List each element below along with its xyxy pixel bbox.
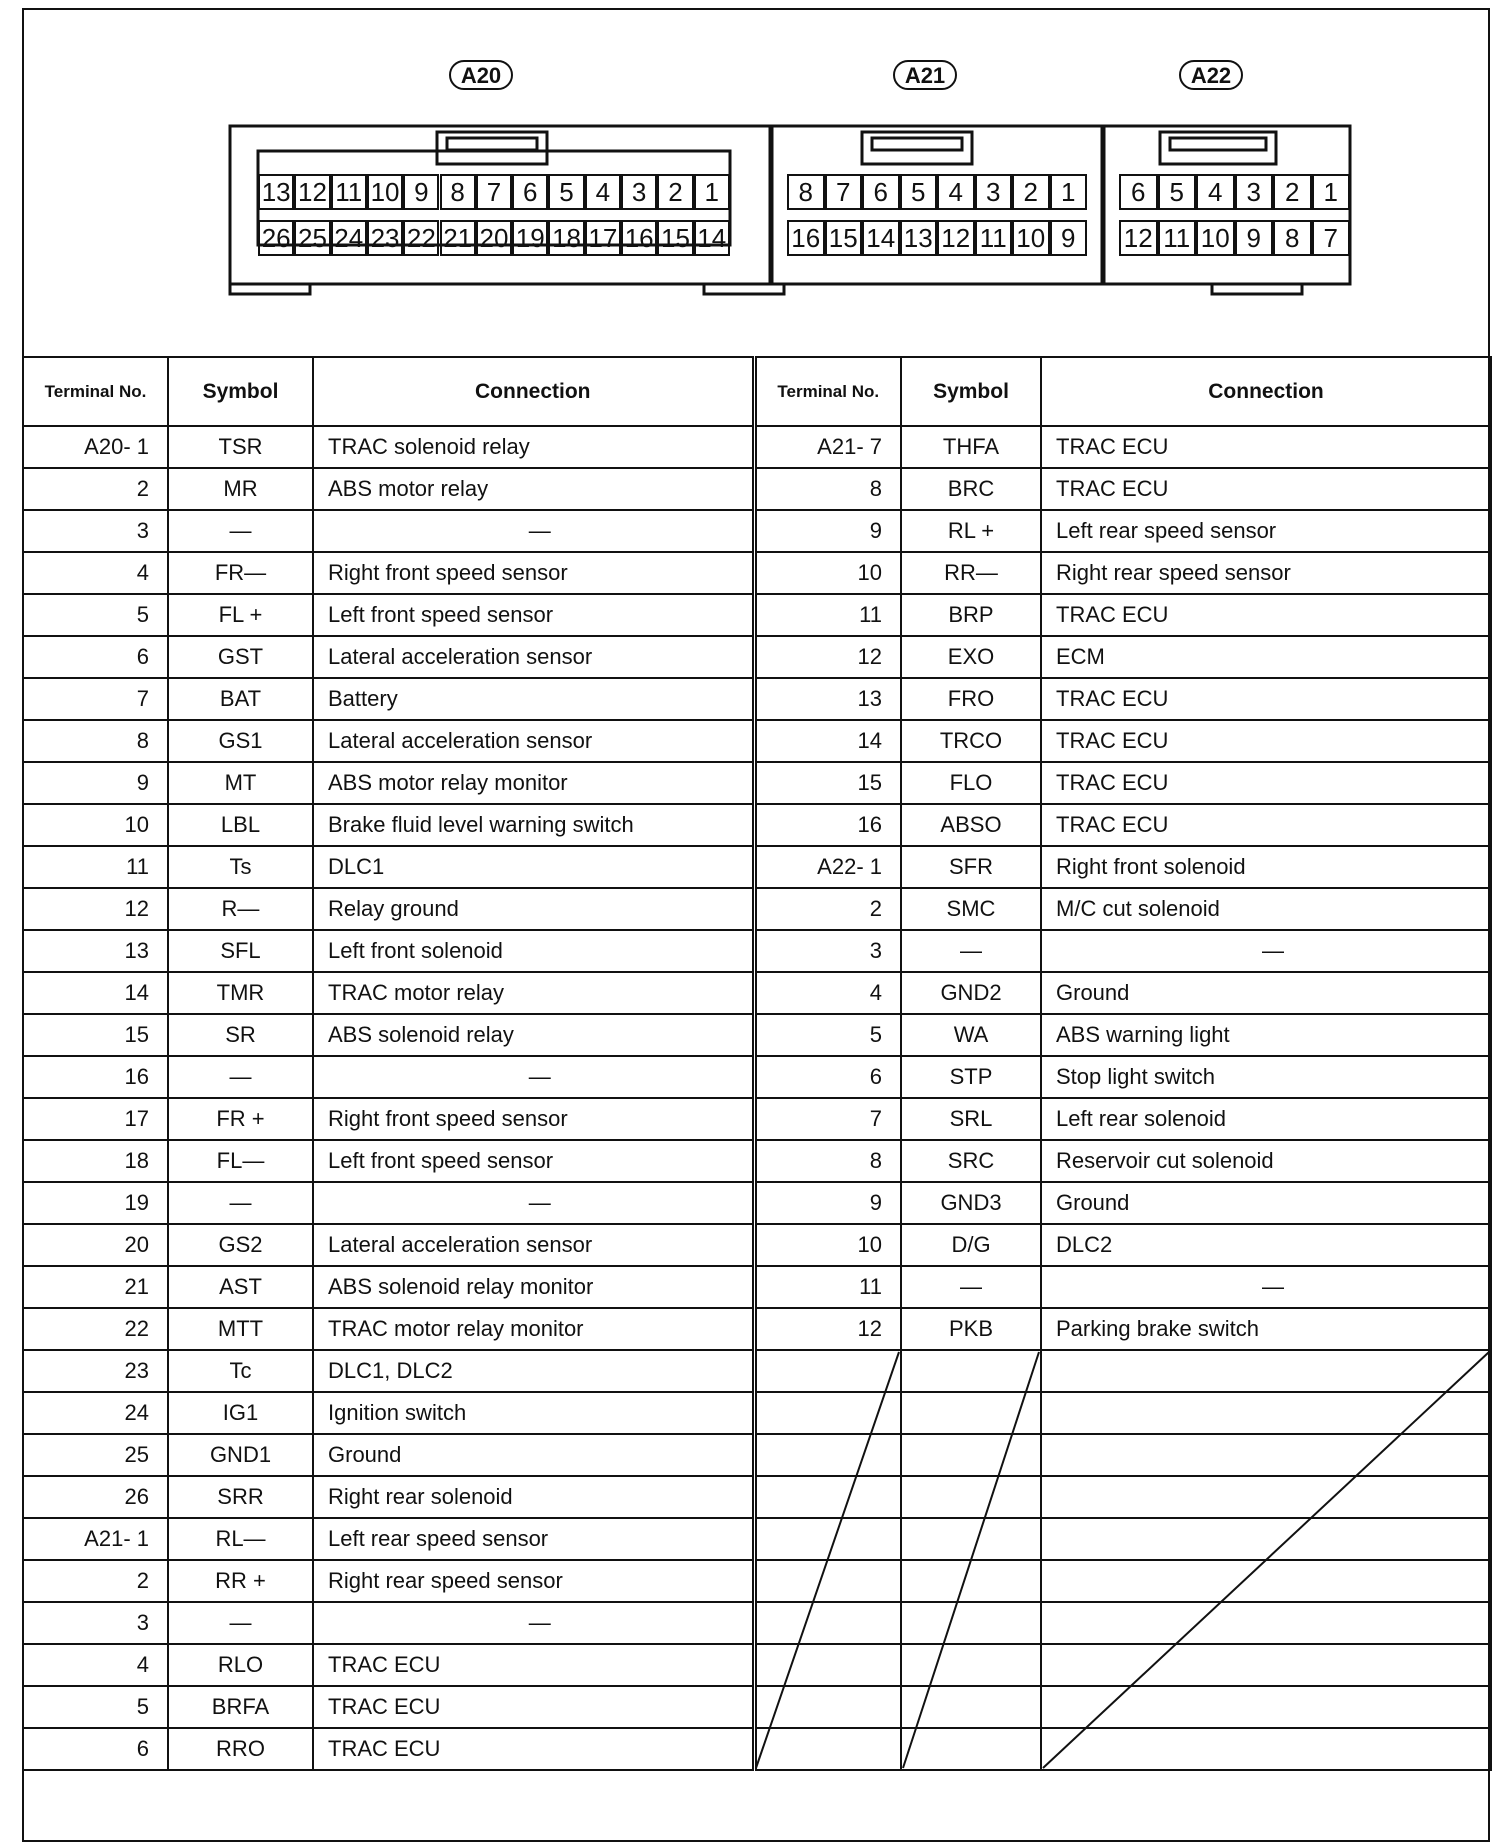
terminal-cell: 8: [754, 1140, 901, 1182]
table-row: [23, 762, 1491, 804]
connection-cell: Right rear solenoid: [313, 1476, 754, 1518]
connection-cell: —: [313, 1056, 754, 1098]
connector-a22-pin: 6: [1119, 174, 1158, 210]
terminal-cell: 8: [754, 468, 901, 510]
terminal-cell: 6: [23, 1728, 168, 1770]
terminal-cell: 2: [23, 468, 168, 510]
symbol-cell: FL +: [168, 594, 313, 636]
connector-a20-pin: 14: [694, 220, 730, 256]
terminal-cell: 13: [754, 678, 901, 720]
connection-cell: TRAC ECU: [1041, 426, 1491, 468]
symbol-cell: SMC: [901, 888, 1041, 930]
connector-a20-pin: 26: [258, 220, 294, 256]
terminal-cell: 6: [23, 636, 168, 678]
terminal-cell: 2: [754, 888, 901, 930]
empty-cell: [1041, 1728, 1491, 1770]
symbol-cell: AST: [168, 1266, 313, 1308]
symbol-cell: STP: [901, 1056, 1041, 1098]
terminal-cell: A22- 1: [754, 846, 901, 888]
connector-a22-pin: 9: [1235, 220, 1274, 256]
connector-a22-pin: 10: [1196, 220, 1235, 256]
terminal-cell: 11: [23, 846, 168, 888]
connector-label-a20: A20: [449, 60, 513, 90]
terminal-cell: 5: [23, 594, 168, 636]
empty-cell: [754, 1602, 901, 1644]
connector-a20-pin: 5: [548, 174, 584, 210]
connection-cell: Stop light switch: [1041, 1056, 1491, 1098]
symbol-cell: TSR: [168, 426, 313, 468]
connection-cell: TRAC ECU: [313, 1644, 754, 1686]
terminal-cell: 24: [23, 1392, 168, 1434]
empty-cell: [901, 1686, 1041, 1728]
empty-cell: [754, 1518, 901, 1560]
terminal-cell: A21- 1: [23, 1518, 168, 1560]
symbol-cell: GS1: [168, 720, 313, 762]
connection-cell: TRAC solenoid relay: [313, 426, 754, 468]
connector-a22-pin: 5: [1158, 174, 1197, 210]
symbol-cell: SRC: [901, 1140, 1041, 1182]
connection-cell: TRAC ECU: [1041, 720, 1491, 762]
terminal-cell: 12: [754, 1308, 901, 1350]
connection-cell: ABS motor relay monitor: [313, 762, 754, 804]
connection-cell: ABS motor relay: [313, 468, 754, 510]
symbol-cell: GND3: [901, 1182, 1041, 1224]
symbol-cell: SFL: [168, 930, 313, 972]
symbol-cell: MR: [168, 468, 313, 510]
connection-cell: ABS solenoid relay: [313, 1014, 754, 1056]
symbol-cell: WA: [901, 1014, 1041, 1056]
connector-a21-pin: 12: [937, 220, 975, 256]
connection-cell: Relay ground: [313, 888, 754, 930]
terminal-cell: 4: [23, 552, 168, 594]
symbol-cell: GND1: [168, 1434, 313, 1476]
connector-a20-pin: 24: [331, 220, 367, 256]
connection-cell: Ignition switch: [313, 1392, 754, 1434]
table-row: [23, 1140, 1491, 1182]
connector-a20-pin: 25: [294, 220, 330, 256]
terminal-cell: 8: [23, 720, 168, 762]
terminal-cell: 15: [754, 762, 901, 804]
symbol-cell: SRL: [901, 1098, 1041, 1140]
connector-a21-pin: 3: [975, 174, 1013, 210]
empty-cell: [754, 1644, 901, 1686]
empty-cell: [901, 1476, 1041, 1518]
header-terminal-right: Terminal No.: [754, 357, 901, 426]
terminal-cell: 14: [754, 720, 901, 762]
connection-cell: Left rear solenoid: [1041, 1098, 1491, 1140]
symbol-cell: —: [168, 1056, 313, 1098]
connector-a20-pin: 17: [585, 220, 621, 256]
symbol-cell: —: [901, 930, 1041, 972]
connector-a21-pin: 6: [862, 174, 900, 210]
connector-a20-pin: 13: [258, 174, 294, 210]
connection-cell: TRAC ECU: [1041, 678, 1491, 720]
terminal-cell: 15: [23, 1014, 168, 1056]
table-header-row: [23, 357, 1491, 426]
connector-a22-pin: 7: [1312, 220, 1351, 256]
terminal-cell: 9: [754, 510, 901, 552]
connection-cell: ECM: [1041, 636, 1491, 678]
empty-cell: [1041, 1602, 1491, 1644]
empty-cell: [754, 1728, 901, 1770]
connection-cell: ABS warning light: [1041, 1014, 1491, 1056]
terminal-cell: 16: [23, 1056, 168, 1098]
terminal-cell: 16: [754, 804, 901, 846]
terminal-cell: 26: [23, 1476, 168, 1518]
connection-cell: —: [313, 510, 754, 552]
connector-a20-pin: 21: [440, 220, 476, 256]
symbol-cell: MT: [168, 762, 313, 804]
connector-a20-pin: 15: [657, 220, 693, 256]
symbol-cell: FLO: [901, 762, 1041, 804]
terminal-cell: 18: [23, 1140, 168, 1182]
connection-cell: Right rear speed sensor: [313, 1560, 754, 1602]
symbol-cell: FR—: [168, 552, 313, 594]
terminal-cell: 7: [754, 1098, 901, 1140]
table-row: [23, 1266, 1491, 1308]
symbol-cell: SR: [168, 1014, 313, 1056]
connector-a20-pin: 16: [621, 220, 657, 256]
connector-a21-pin: 9: [1050, 220, 1088, 256]
connector-a20-pin: 9: [403, 174, 439, 210]
connector-a20-pin: 22: [403, 220, 439, 256]
connector-label-a22: A22: [1179, 60, 1243, 90]
table-row: [23, 1644, 1491, 1686]
terminal-cell: 9: [754, 1182, 901, 1224]
table-row: [23, 1350, 1491, 1392]
symbol-cell: Ts: [168, 846, 313, 888]
connection-cell: Battery: [313, 678, 754, 720]
connector-diagram: [22, 8, 1490, 356]
connector-a22-pin: 1: [1312, 174, 1351, 210]
connection-cell: Left front speed sensor: [313, 1140, 754, 1182]
symbol-cell: —: [901, 1266, 1041, 1308]
connector-a21-pin: 5: [900, 174, 938, 210]
symbol-cell: RR—: [901, 552, 1041, 594]
symbol-cell: GND2: [901, 972, 1041, 1014]
symbol-cell: FRO: [901, 678, 1041, 720]
terminal-cell: 17: [23, 1098, 168, 1140]
table-row: [23, 1182, 1491, 1224]
terminal-cell: 3: [23, 1602, 168, 1644]
table-row: [23, 1560, 1491, 1602]
connection-cell: M/C cut solenoid: [1041, 888, 1491, 930]
connection-cell: Right front speed sensor: [313, 1098, 754, 1140]
table-row: [23, 678, 1491, 720]
terminal-cell: 11: [754, 1266, 901, 1308]
connector-a21-pin: 4: [937, 174, 975, 210]
connector-a20-pin: 10: [367, 174, 403, 210]
symbol-cell: TMR: [168, 972, 313, 1014]
terminal-cell: A20- 1: [23, 426, 168, 468]
connection-cell: Ground: [1041, 972, 1491, 1014]
table-row: [23, 510, 1491, 552]
connector-label-a21: A21: [893, 60, 957, 90]
empty-cell: [1041, 1392, 1491, 1434]
terminal-cell: 20: [23, 1224, 168, 1266]
empty-cell: [901, 1350, 1041, 1392]
connector-a20-pin: 19: [512, 220, 548, 256]
table-row: [23, 888, 1491, 930]
symbol-cell: GS2: [168, 1224, 313, 1266]
terminal-cell: 13: [23, 930, 168, 972]
symbol-cell: MTT: [168, 1308, 313, 1350]
terminal-cell: A21- 7: [754, 426, 901, 468]
connection-cell: DLC1, DLC2: [313, 1350, 754, 1392]
empty-cell: [1041, 1350, 1491, 1392]
empty-cell: [901, 1518, 1041, 1560]
symbol-cell: RR +: [168, 1560, 313, 1602]
table-row: [23, 1728, 1491, 1770]
connection-cell: —: [313, 1182, 754, 1224]
symbol-cell: BRP: [901, 594, 1041, 636]
connection-cell: —: [1041, 930, 1491, 972]
symbol-cell: PKB: [901, 1308, 1041, 1350]
symbol-cell: FR +: [168, 1098, 313, 1140]
symbol-cell: D/G: [901, 1224, 1041, 1266]
table-row: [23, 1056, 1491, 1098]
connector-a20-pin: 12: [294, 174, 330, 210]
connection-cell: Lateral acceleration sensor: [313, 1224, 754, 1266]
connection-cell: Ground: [313, 1434, 754, 1476]
symbol-cell: RL—: [168, 1518, 313, 1560]
terminal-cell: 11: [754, 594, 901, 636]
connection-cell: TRAC ECU: [1041, 468, 1491, 510]
table-row: [23, 426, 1491, 468]
connection-cell: TRAC ECU: [313, 1686, 754, 1728]
connection-cell: TRAC motor relay monitor: [313, 1308, 754, 1350]
empty-cell: [901, 1602, 1041, 1644]
connector-a20-pin: 2: [657, 174, 693, 210]
symbol-cell: TRCO: [901, 720, 1041, 762]
connector-a20-pin: 18: [548, 220, 584, 256]
empty-cell: [754, 1434, 901, 1476]
symbol-cell: THFA: [901, 426, 1041, 468]
connection-cell: Right front speed sensor: [313, 552, 754, 594]
empty-cell: [1041, 1434, 1491, 1476]
connector-a20-pin: 20: [476, 220, 512, 256]
connector-a20-pin: 11: [331, 174, 367, 210]
empty-cell: [754, 1560, 901, 1602]
terminal-cell: 7: [23, 678, 168, 720]
terminal-cell: 12: [754, 636, 901, 678]
symbol-cell: EXO: [901, 636, 1041, 678]
symbol-cell: RL +: [901, 510, 1041, 552]
table-row: [23, 1686, 1491, 1728]
empty-cell: [901, 1728, 1041, 1770]
table-row: [23, 804, 1491, 846]
empty-cell: [1041, 1518, 1491, 1560]
empty-cell: [754, 1350, 901, 1392]
terminal-cell: 10: [23, 804, 168, 846]
connection-cell: TRAC ECU: [1041, 804, 1491, 846]
connector-a22-pin: 8: [1273, 220, 1312, 256]
connector-a21-pin: 16: [787, 220, 825, 256]
terminal-cell: 22: [23, 1308, 168, 1350]
connection-cell: Brake fluid level warning switch: [313, 804, 754, 846]
connection-cell: DLC1: [313, 846, 754, 888]
connection-cell: Left front speed sensor: [313, 594, 754, 636]
connection-cell: TRAC ECU: [1041, 594, 1491, 636]
symbol-cell: BAT: [168, 678, 313, 720]
connector-a21-pin: 14: [862, 220, 900, 256]
connection-cell: Right front solenoid: [1041, 846, 1491, 888]
connector-a21-pin: 8: [787, 174, 825, 210]
connector-a21-pin: 10: [1012, 220, 1050, 256]
header-symbol-right: Symbol: [901, 357, 1041, 426]
symbol-cell: GST: [168, 636, 313, 678]
table-row: [23, 552, 1491, 594]
table-row: [23, 1308, 1491, 1350]
symbol-cell: SRR: [168, 1476, 313, 1518]
terminal-cell: 10: [754, 1224, 901, 1266]
connection-cell: Right rear speed sensor: [1041, 552, 1491, 594]
symbol-cell: IG1: [168, 1392, 313, 1434]
connection-cell: Left rear speed sensor: [1041, 510, 1491, 552]
connector-a22-pin: 4: [1196, 174, 1235, 210]
table-row: [23, 846, 1491, 888]
symbol-cell: SFR: [901, 846, 1041, 888]
connector-a21-pin: 1: [1050, 174, 1088, 210]
terminal-cell: 12: [23, 888, 168, 930]
connector-a21-pin: 13: [900, 220, 938, 256]
empty-cell: [1041, 1560, 1491, 1602]
terminal-cell: 19: [23, 1182, 168, 1224]
symbol-cell: ABSO: [901, 804, 1041, 846]
terminal-cell: 9: [23, 762, 168, 804]
symbol-cell: RLO: [168, 1644, 313, 1686]
table-row: [23, 1518, 1491, 1560]
connector-a22-pin: 11: [1158, 220, 1197, 256]
connection-cell: —: [1041, 1266, 1491, 1308]
empty-cell: [1041, 1476, 1491, 1518]
empty-cell: [901, 1560, 1041, 1602]
symbol-cell: —: [168, 510, 313, 552]
table-row: [23, 1014, 1491, 1056]
terminal-cell: 2: [23, 1560, 168, 1602]
table-row: [23, 930, 1491, 972]
terminal-cell: 4: [754, 972, 901, 1014]
connection-cell: Lateral acceleration sensor: [313, 636, 754, 678]
empty-cell: [901, 1644, 1041, 1686]
connector-a21-pin: 15: [825, 220, 863, 256]
symbol-cell: —: [168, 1602, 313, 1644]
connector-a22-pin: 3: [1235, 174, 1274, 210]
terminal-cell: 5: [754, 1014, 901, 1056]
header-connection-right: Connection: [1041, 357, 1491, 426]
connection-cell: Left front solenoid: [313, 930, 754, 972]
connection-cell: —: [313, 1602, 754, 1644]
table-row: [23, 1602, 1491, 1644]
header-symbol-left: Symbol: [168, 357, 313, 426]
terminal-cell: 21: [23, 1266, 168, 1308]
empty-cell: [1041, 1644, 1491, 1686]
empty-cell: [901, 1434, 1041, 1476]
connector-a21-pin: 7: [825, 174, 863, 210]
terminal-cell: 6: [754, 1056, 901, 1098]
terminal-cell: 4: [23, 1644, 168, 1686]
connector-a21-pin: 2: [1012, 174, 1050, 210]
terminal-cell: 3: [23, 510, 168, 552]
table-row: [23, 1224, 1491, 1266]
connection-cell: Left rear speed sensor: [313, 1518, 754, 1560]
empty-cell: [754, 1476, 901, 1518]
connector-a21-pin: 11: [975, 220, 1013, 256]
empty-cell: [1041, 1686, 1491, 1728]
symbol-cell: FL—: [168, 1140, 313, 1182]
table-row: [23, 636, 1491, 678]
connection-cell: Ground: [1041, 1182, 1491, 1224]
header-terminal-left: Terminal No.: [23, 357, 168, 426]
symbol-cell: LBL: [168, 804, 313, 846]
connection-cell: ABS solenoid relay monitor: [313, 1266, 754, 1308]
connection-cell: TRAC motor relay: [313, 972, 754, 1014]
table-row: [23, 468, 1491, 510]
symbol-cell: BRC: [901, 468, 1041, 510]
connection-cell: Reservoir cut solenoid: [1041, 1140, 1491, 1182]
table-row: [23, 1098, 1491, 1140]
connector-a22-pin: 12: [1119, 220, 1158, 256]
terminal-cell: 3: [754, 930, 901, 972]
table-row: [23, 1434, 1491, 1476]
terminal-cell: 10: [754, 552, 901, 594]
connector-a20-pin: 3: [621, 174, 657, 210]
terminal-table: [22, 356, 1492, 1771]
connector-a20-pin: 4: [585, 174, 621, 210]
terminal-cell: 5: [23, 1686, 168, 1728]
table-row: [23, 720, 1491, 762]
empty-cell: [754, 1686, 901, 1728]
symbol-cell: BRFA: [168, 1686, 313, 1728]
connection-cell: TRAC ECU: [313, 1728, 754, 1770]
table-row: [23, 972, 1491, 1014]
connector-a20-pin: 7: [476, 174, 512, 210]
connector-a20-pin: 6: [512, 174, 548, 210]
terminal-cell: 23: [23, 1350, 168, 1392]
symbol-cell: Tc: [168, 1350, 313, 1392]
terminal-cell: 14: [23, 972, 168, 1014]
connector-a20-pin: 23: [367, 220, 403, 256]
connection-cell: Parking brake switch: [1041, 1308, 1491, 1350]
empty-cell: [901, 1392, 1041, 1434]
table-row: [23, 1392, 1491, 1434]
connector-a20-pin: 8: [440, 174, 476, 210]
table-row: [23, 1476, 1491, 1518]
connection-cell: DLC2: [1041, 1224, 1491, 1266]
symbol-cell: R—: [168, 888, 313, 930]
symbol-cell: RRO: [168, 1728, 313, 1770]
header-connection-left: Connection: [313, 357, 754, 426]
empty-cell: [754, 1392, 901, 1434]
connection-cell: Lateral acceleration sensor: [313, 720, 754, 762]
connector-a20-pin: 1: [694, 174, 730, 210]
terminal-cell: 25: [23, 1434, 168, 1476]
table-row: [23, 594, 1491, 636]
connector-a22-pin: 2: [1273, 174, 1312, 210]
symbol-cell: —: [168, 1182, 313, 1224]
connection-cell: TRAC ECU: [1041, 762, 1491, 804]
